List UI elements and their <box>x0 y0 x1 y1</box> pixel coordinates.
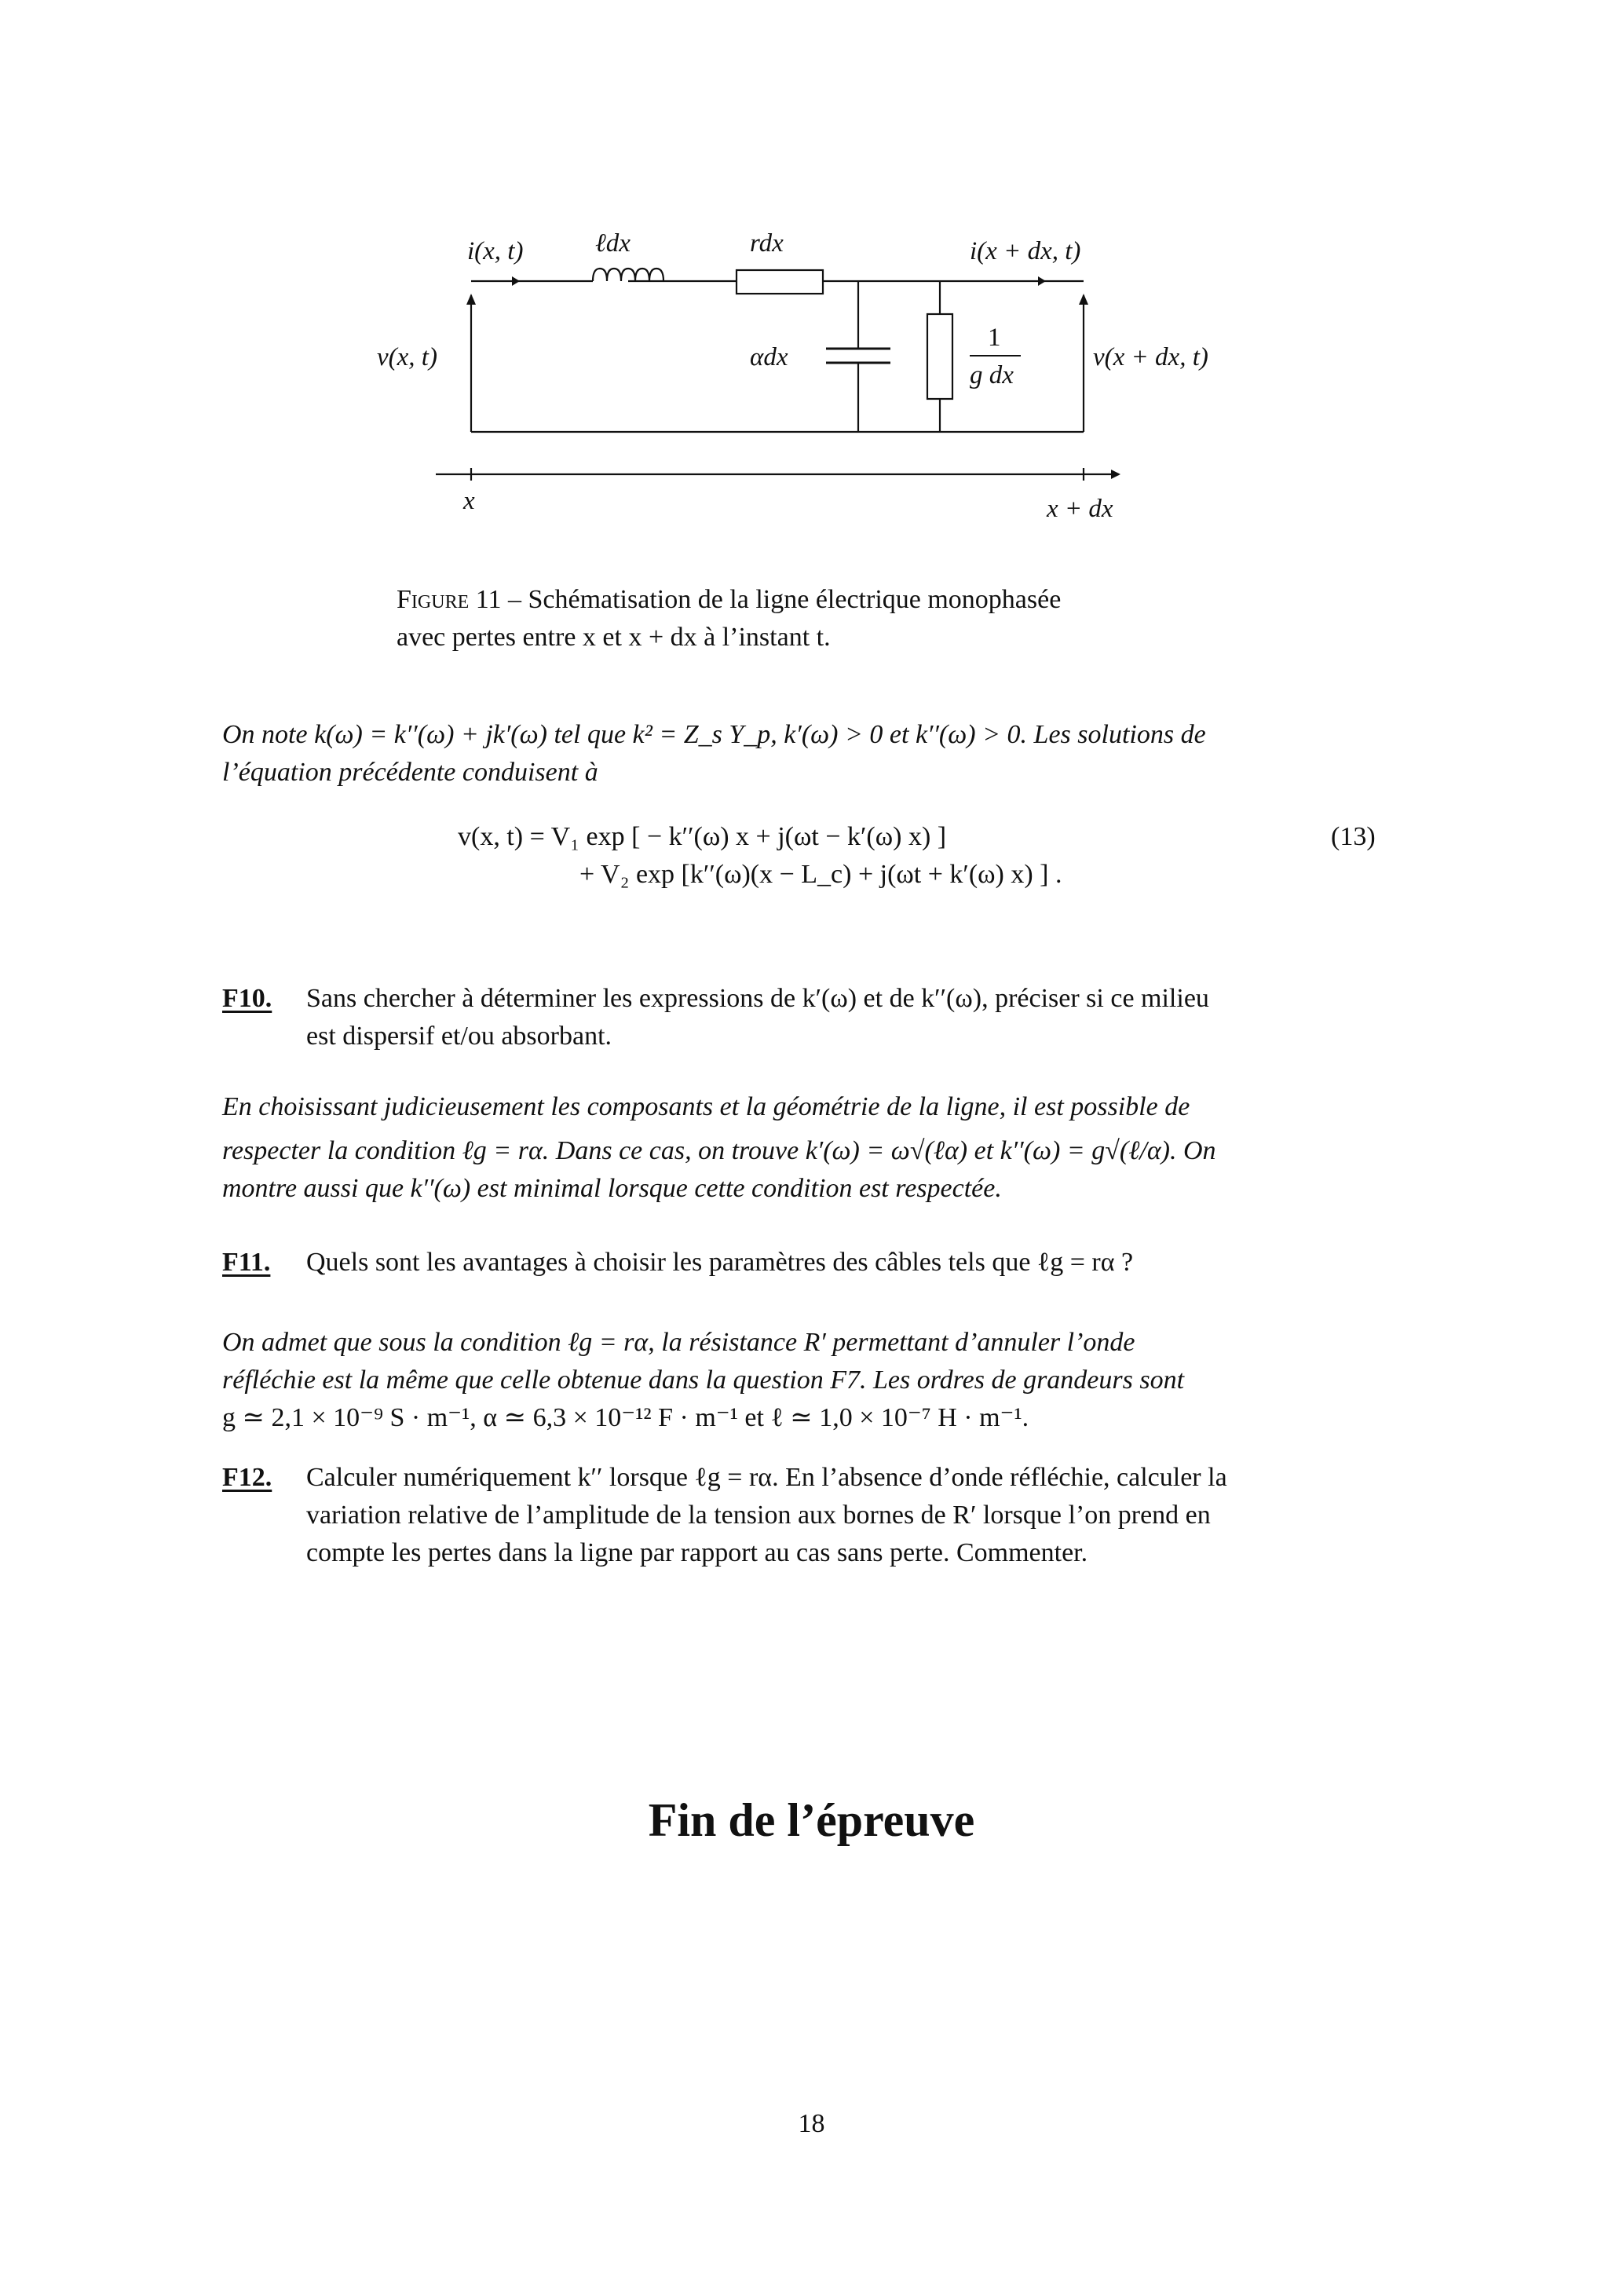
question-f12-line1: Calculer numériquement k′′ lorsque ℓg = rα. En l’absence d’onde réfléchie, calculer la <box>306 1463 1227 1492</box>
resistance-label: rdx <box>750 229 784 258</box>
conductance-resistor-symbol <box>927 314 952 399</box>
question-f12-text <box>306 1459 1413 1572</box>
intro-line1: On note k(ω) = k′′(ω) + jk′(ω) tel que k² = Z_s Y_p, k′(ω) > 0 et k′′(ω) > 0. Les solutions de <box>222 720 1206 749</box>
paragraph-orders-line1: On admet que sous la condition ℓg = rα, la résistance R′ permettant d’annuler l’onde <box>222 1328 1135 1357</box>
resistor-symbol <box>737 270 823 294</box>
question-f10-line2: est dispersif et/ou absorbant. <box>306 1022 612 1051</box>
equation-number: (13) <box>1331 822 1376 851</box>
question-f11-line1: Quels sont les avantages à choisir les paramètres des câbles tels que ℓg = rα ? <box>306 1248 1134 1277</box>
question-f12-label: F12. <box>222 1463 272 1492</box>
axis-label-x-dx: x + dx <box>1047 495 1113 523</box>
paragraph-condition-line2: respecter la condition ℓg = rα. Dans ce cas, on trouve k′(ω) = ω√(ℓα) et k′′(ω) = g√(ℓ/α). On <box>222 1136 1216 1165</box>
current-arrow-right <box>1038 276 1046 286</box>
question-f10-line1: Sans chercher à déterminer les expressions de k′(ω) et de k′′(ω), préciser si ce milieu <box>306 984 1209 1013</box>
figure-caption-line2: avec pertes entre x et x + dx à l’instant t. <box>397 623 831 652</box>
figure-caption-label: Figure 11 <box>397 585 502 614</box>
intro-paragraph <box>222 716 1400 792</box>
paragraph-orders <box>222 1324 1400 1437</box>
current-arrow-left <box>512 276 520 286</box>
current-label-right: i(x + dx, t) <box>970 237 1081 265</box>
figure-caption-line1: – Schématisation de la ligne électrique monophasée <box>507 585 1062 614</box>
axis-label-x: x <box>463 487 475 515</box>
end-title: Fin de l’épreuve <box>648 1794 975 1846</box>
current-label-left: i(x, t) <box>467 237 524 265</box>
voltage-label-right: v(x + dx, t) <box>1093 343 1208 371</box>
question-f12-line3: compte les pertes dans la ligne par rapport au cas sans perte. Commenter. <box>306 1538 1088 1567</box>
question-f11-label: F11. <box>222 1248 271 1277</box>
paragraph-condition-line1: En choisissant judicieusement les composants et la géométrie de la ligne, il est possible de <box>222 1092 1190 1121</box>
equation-line1: v(x, t) = V₁ exp [ − k′′(ω) x + j(ωt − k′(ω) x) ] <box>458 822 947 851</box>
conductance-numerator: 1 <box>988 324 1001 352</box>
paragraph-condition <box>222 1088 1400 1208</box>
inductance-label: ℓdx <box>595 229 631 258</box>
question-f12-line2: variation relative de l’amplitude de la tension aux bornes de R′ lorsque l’on prend en <box>306 1501 1211 1530</box>
paragraph-condition-line3: montre aussi que k′′(ω) est minimal lorsque cette condition est respectée. <box>222 1174 1002 1203</box>
question-f11-text <box>306 1244 1406 1281</box>
conductance-denominator: g dx <box>970 361 1014 389</box>
page-number: 18 <box>798 2109 825 2138</box>
circuit-figure <box>345 212 1272 550</box>
capacitance-label: αdx <box>750 343 788 371</box>
paragraph-orders-line2: réfléchie est la même que celle obtenue dans la question F7. Les ordres de grandeurs sont <box>222 1366 1185 1395</box>
equation-line2: + V₂ exp [k′′(ω)(x − L_c) + j(ωt + k′(ω) x) ] . <box>579 860 1062 889</box>
question-f10-label: F10. <box>222 984 272 1013</box>
paragraph-orders-line3: g ≃ 2,1 × 10⁻⁹ S · m⁻¹, α ≃ 6,3 × 10⁻¹² F · m⁻¹ et ℓ ≃ 1,0 × 10⁻⁷ H · m⁻¹. <box>222 1403 1029 1432</box>
intro-line2: l’équation précédente conduisent à <box>222 758 598 787</box>
x-axis-arrow <box>1111 470 1120 479</box>
question-f10-text <box>306 980 1406 1055</box>
equation-13 <box>458 818 1400 894</box>
voltage-label-left: v(x, t) <box>377 343 437 371</box>
figure-caption <box>397 581 1061 656</box>
inductor-symbol <box>593 269 663 281</box>
